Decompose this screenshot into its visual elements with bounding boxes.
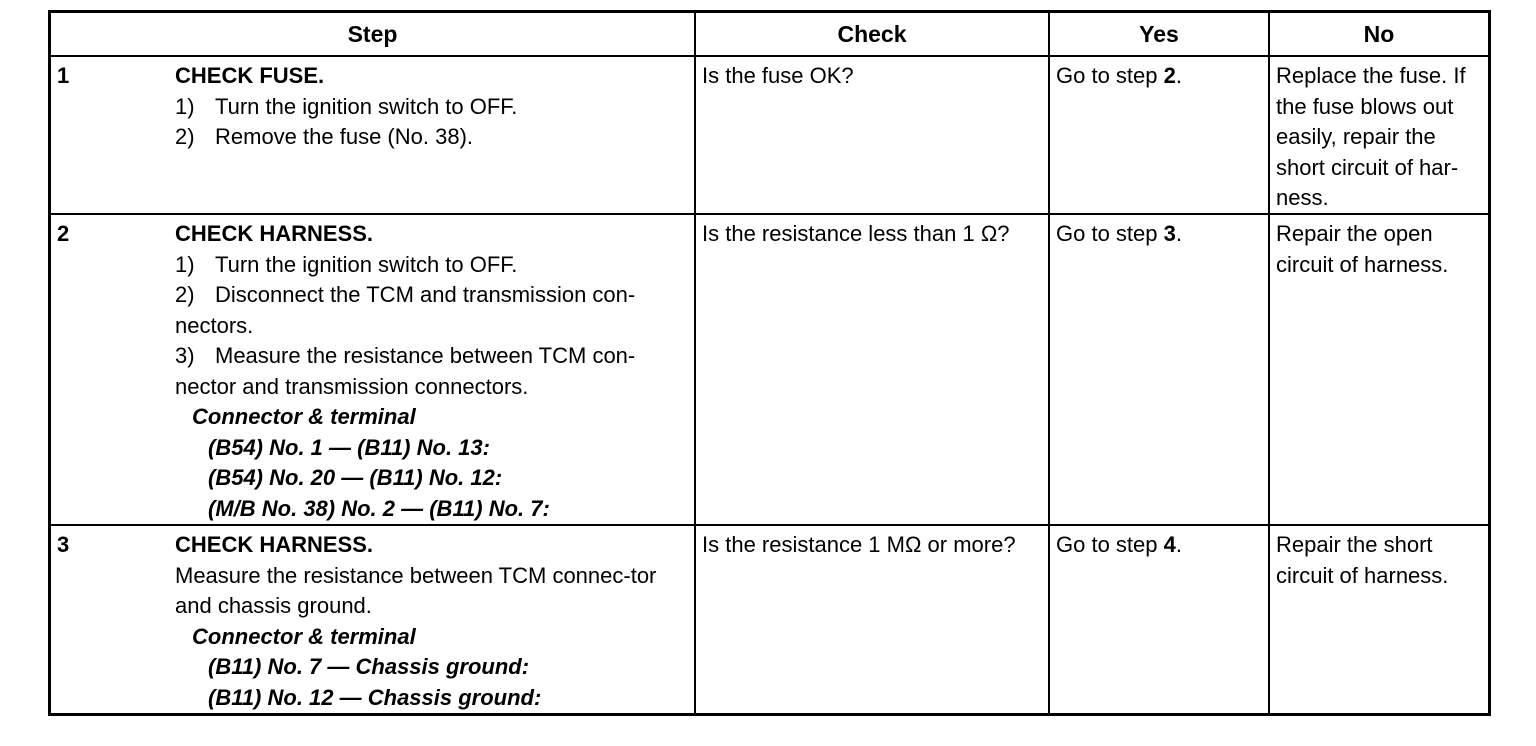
step-cell <box>51 215 696 524</box>
yes-cell: Go to step 3. <box>1050 215 1270 524</box>
header-step: Step <box>51 13 696 55</box>
step-number: 2 <box>57 221 70 246</box>
header-no: No <box>1363 20 1395 47</box>
check-cell: Is the resistance less than 1 Ω? <box>696 215 1050 524</box>
header-check: Check <box>696 13 1050 55</box>
step-instruction: 1) Turn the ignition switch to OFF. <box>175 93 518 119</box>
no-cell: Repair the open circuit of harness. <box>1276 221 1449 277</box>
step-instruction: 2) Remove the fuse (No. 38). <box>175 124 474 149</box>
step-title: CHECK FUSE. <box>175 63 325 88</box>
step-cell <box>51 57 696 213</box>
table-row-step-3 <box>51 526 1488 713</box>
yes-cell: Go to step 4. <box>1050 526 1270 713</box>
yes-cell: Go to step 2. <box>1050 57 1270 213</box>
header-yes: Yes <box>1050 13 1270 55</box>
step-number: 1 <box>57 63 70 88</box>
step-instruction: 3) Measure the resistance between TCM con-nector and transmission connectors. <box>175 343 636 399</box>
step-body <box>175 219 688 524</box>
table-header-row <box>51 13 1488 57</box>
diagnostic-table <box>48 10 1491 716</box>
step-title: CHECK HARNESS. <box>175 221 374 246</box>
connector-terminal-heading: Connector & terminal <box>192 623 416 649</box>
table-row-step-2 <box>51 215 1488 526</box>
step-cell <box>51 526 696 713</box>
connector-terminal-item: (B11) No. 12 — Chassis ground: <box>208 684 542 710</box>
connector-terminal-heading: Connector & terminal <box>192 404 416 429</box>
table-row-step-1 <box>51 57 1488 215</box>
check-cell: Is the resistance 1 MΩ or more? <box>696 526 1050 713</box>
step-instruction: 2) Disconnect the TCM and transmission con-nectors. <box>175 282 636 338</box>
step-body <box>175 530 688 713</box>
connector-terminal-item: (M/B No. 38) No. 2 — (B11) No. 7: <box>208 495 550 521</box>
connector-terminal-item: (B54) No. 1 — (B11) No. 13: <box>208 434 490 460</box>
no-cell: Repair the short circuit of harness. <box>1276 532 1449 588</box>
step-instruction: Measure the resistance between TCM connec-tor and chassis ground. <box>175 562 657 618</box>
connector-terminal-item: (B11) No. 7 — Chassis ground: <box>208 654 530 679</box>
step-body <box>175 61 688 213</box>
connector-terminal-item: (B54) No. 20 — (B11) No. 12: <box>208 465 503 490</box>
check-cell: Is the fuse OK? <box>696 57 1050 213</box>
step-title: CHECK HARNESS. <box>175 532 374 557</box>
step-number: 3 <box>57 532 70 557</box>
step-instruction: 1) Turn the ignition switch to OFF. <box>175 251 518 277</box>
no-cell: Replace the fuse. If the fuse blows out easily, repair the short circuit of har-ness. <box>1276 63 1466 210</box>
